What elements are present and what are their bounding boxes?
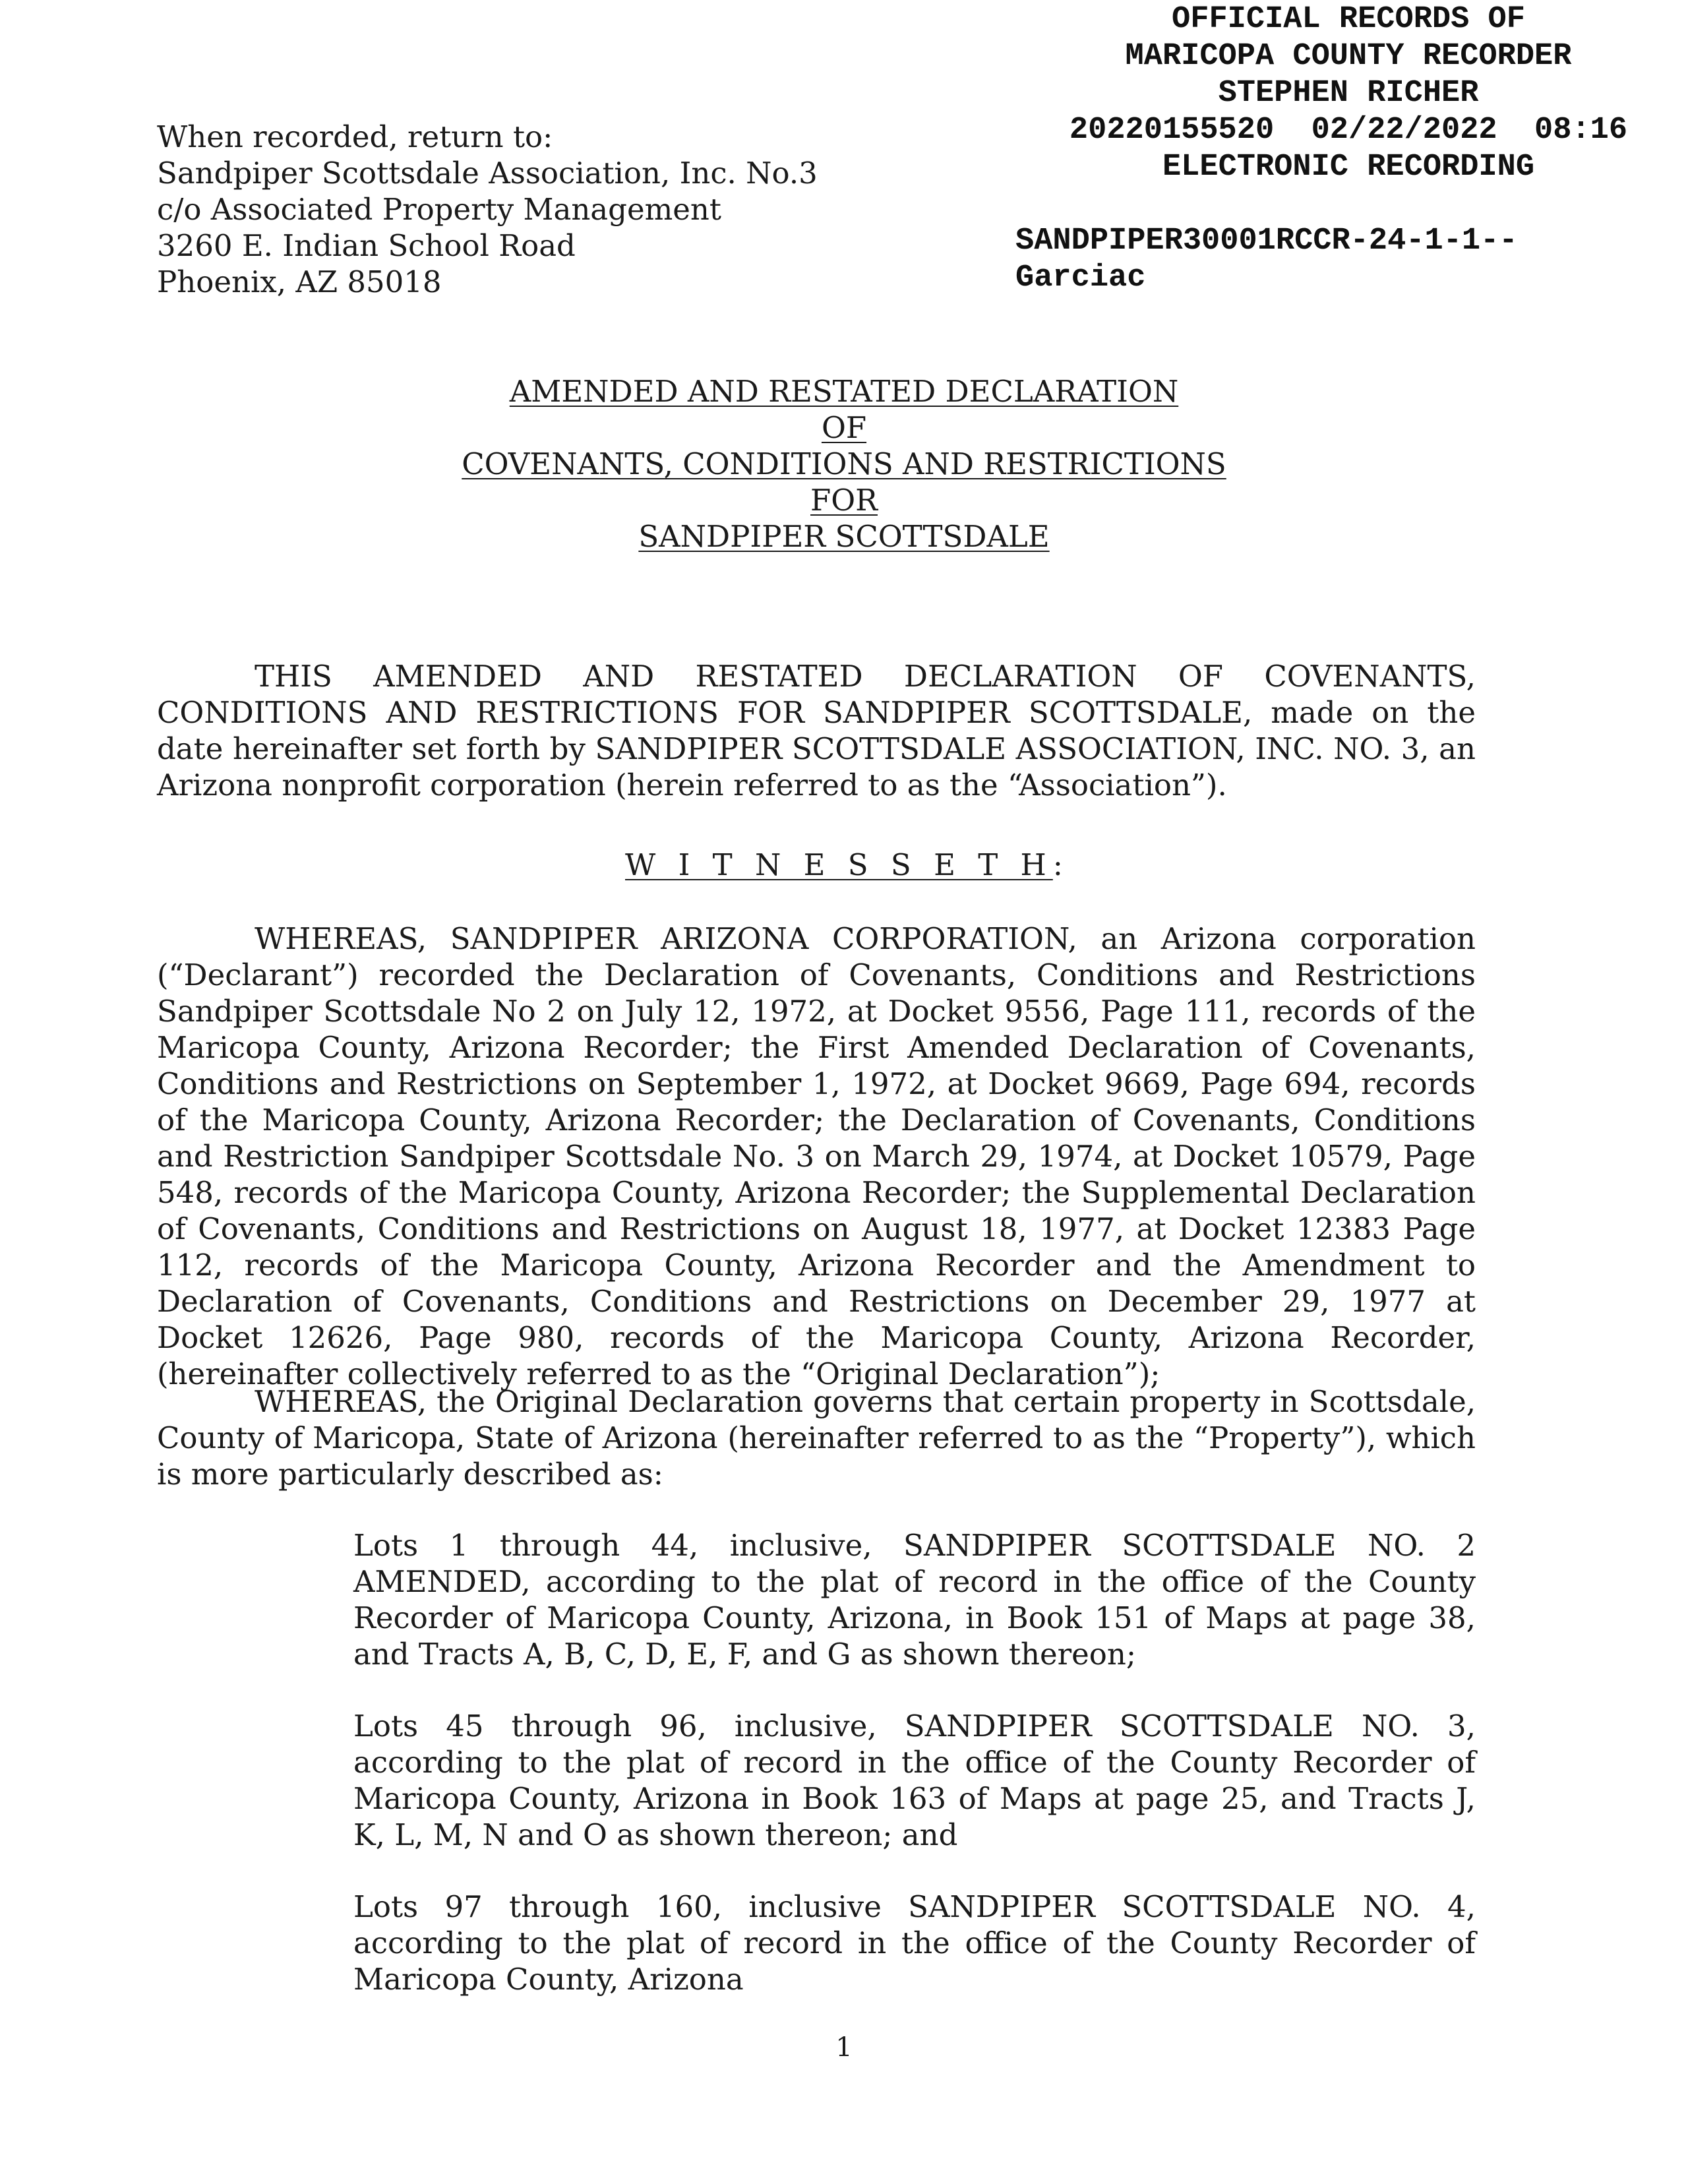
return-to-organization: Sandpiper Scottsdale Association, Inc. No.3: [157, 156, 818, 191]
witnesseth-text: W I T N E S S E T H: [625, 847, 1053, 882]
return-to-city: Phoenix, AZ 85018: [157, 264, 442, 299]
property-lot-description-1: Lots 1 through 44, inclusive, SANDPIPER SCOTTSDALE NO. 2 AMENDED, according to the plat of record in the office of the County Recorder of Maricopa County, Arizona, in Book 151 of Maps at page 38, and Tracts A, B, C, D, E, F, and G as shown thereon;: [353, 1528, 1476, 1672]
witnesseth-colon: :: [1052, 847, 1063, 882]
return-to-care-of: c/o Associated Property Management: [157, 192, 721, 227]
intro-paragraph: THIS AMENDED AND RESTATED DECLARATION OF COVENANTS, CONDITIONS AND RESTRICTIONS FOR SANDPIPER SCOTTSDALE, made on the date hereinafter set forth by SANDPIPER SCOTTSDALE ASSOCIATION, INC. NO. 3, an Arizona nonprofit corporation (herein referred to as the “Association”).: [157, 659, 1476, 803]
property-lot-description-2: Lots 45 through 96, inclusive, SANDPIPER SCOTTSDALE NO. 3, according to the plat of record in the office of the County Recorder of Maricopa County, Arizona in Book 163 of Maps at page 25, and Tracts J, K, L, M, N and O as shown thereon; and: [353, 1709, 1476, 1852]
title-line-3: COVENANTS, CONDITIONS AND RESTRICTIONS: [462, 446, 1226, 481]
whereas-paragraph-2: WHEREAS, the Original Declaration governs that certain property in Scottsdale, County of Maricopa, State of Arizona (hereinafter referred to as the “Property”), which is more particularly described as:: [157, 1384, 1476, 1492]
witnesseth-heading: [0, 847, 1688, 883]
whereas-paragraph-1: WHEREAS, SANDPIPER ARIZONA CORPORATION, an Arizona corporation (“Declarant”) recorded the Declaration of Covenants, Conditions and Restrictions Sandpiper Scottsdale No 2 on July 12, 1972, at Docket 9556, Page 111, records of the Maricopa County, Arizona Recorder; the First Amended Declaration of Covenants, Conditions and Restrictions on September 1, 1972, at Docket 9669, Page 694, records of the Maricopa County, Arizona Recorder; the Declaration of Covenants, Conditions and Restriction Sandpiper Scottsdale No. 3 on March 29, 1974, at Docket 10579, Page 548, records of the Maricopa County, Arizona Recorder; the Supplemental Declaration of Covenants, Conditions and Restrictions on August 18, 1977, at Docket 12383 Page 112, records of the Maricopa County, Arizona Recorder and the Amendment to Declaration of Covenants, Conditions and Restrictions on December 29, 1977 at Docket 12626, Page 980, records of the Maricopa County, Arizona Recorder, (hereinafter collectively referred to as the “Original Declaration”);: [157, 921, 1476, 1391]
return-address-block: [157, 119, 882, 300]
return-to-street: 3260 E. Indian School Road: [157, 228, 576, 263]
return-to-heading: When recorded, return to:: [157, 119, 553, 154]
stamp-line-clerk: Garciac: [1015, 260, 1146, 295]
stamp-line-official-records: OFFICIAL RECORDS OF: [1172, 2, 1525, 37]
title-line-5: SANDPIPER SCOTTSDALE: [638, 519, 1050, 554]
stamp-line-recorder-name: STEPHEN RICHER: [1218, 76, 1479, 111]
recording-stamp: [1015, 1, 1681, 297]
stamp-line-record-number-date: 20220155520 02/22/2022 08:16: [1069, 113, 1628, 148]
title-line-1: AMENDED AND RESTATED DECLARATION: [509, 374, 1179, 409]
property-lot-description-3: Lots 97 through 160, inclusive SANDPIPER SCOTTSDALE NO. 4, according to the plat of record in the office of the County Recorder of Maricopa County, Arizona: [353, 1889, 1476, 1997]
stamp-line-recorder: MARICOPA COUNTY RECORDER: [1125, 39, 1572, 74]
title-line-2: OF: [821, 410, 867, 445]
stamp-line-recording-type: ELECTRONIC RECORDING: [1162, 150, 1535, 185]
title-line-4: FOR: [810, 483, 878, 518]
page-number: 1: [835, 2032, 853, 2063]
stamp-line-document-id: SANDPIPER30001RCCR-24-1-1--: [1015, 224, 1518, 258]
document-title: [0, 373, 1688, 555]
